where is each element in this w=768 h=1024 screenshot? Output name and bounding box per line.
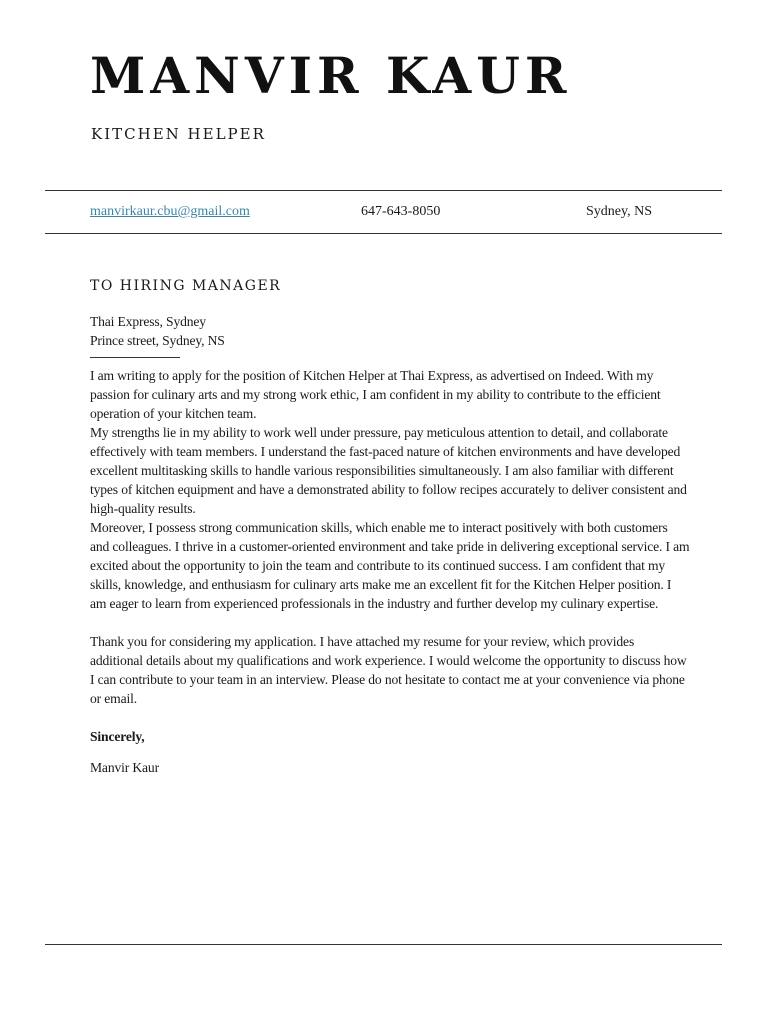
address-line: Prince street, Sydney, NS (90, 333, 225, 348)
letter-paragraph: My strengths lie in my ability to work well under pressure, pay meticulous attention to detail, and collaborate effectively with team members. I understand the fast-paced nature of kitchen environments and have developed excellent multitasking skills to handle various responsibilities simultaneously. I am also familiar with different types of kitchen equipment and have a demonstrated ability to follow recipes accurately to deliver consistent and high-quality results. (90, 425, 687, 516)
location: Sydney, NS (586, 204, 652, 219)
letter-paragraph: Thank you for considering my application. I have attached my resume for your review, which provides additional details about my qualifications and work experience. I would welcome the opportunity to discuss how I can contribute to your team in an interview. Please do not hesitate to contact me at your convenience via phone or email. (90, 634, 687, 706)
recipient-heading: TO HIRING MANAGER (90, 278, 282, 294)
closing: Sincerely, (90, 729, 145, 744)
letter-paragraph: Moreover, I possess strong communication skills, which enable me to interact positively with both customers and colleagues. I thrive in a customer-oriented environment and take pride in delivering exceptional service. I am excited about the opportunity to join the team and contribute to its continued success. I am confident that my skills, knowledge, and enthusiasm for culinary arts make me an excellent fit for the Kitchen Helper position. I am eager to learn from experienced professionals in the industry and further develop my culinary expertise. (90, 520, 690, 611)
signature: Manvir Kaur (90, 760, 159, 775)
letter-body (90, 312, 690, 777)
divider-top (45, 190, 722, 191)
phone-number: 647-643-8050 (361, 204, 441, 219)
email-link[interactable]: manvirkaur.cbu@gmail.com (90, 204, 250, 219)
paragraph-gap (90, 613, 690, 632)
applicant-name: MANVIR KAUR (90, 46, 572, 105)
address-line: Thai Express, Sydney (90, 314, 206, 329)
letter-paragraph: I am writing to apply for the position of Kitchen Helper at Thai Express, as advertised on Indeed. With my passion for culinary arts and my strong work ethic, I am confident in my ability to contribute to the efficient operation of your kitchen team. (90, 368, 661, 421)
divider-bottom (45, 944, 722, 945)
address-divider (90, 357, 180, 358)
job-title: KITCHEN HELPER (91, 125, 266, 143)
divider-contact (45, 233, 722, 234)
